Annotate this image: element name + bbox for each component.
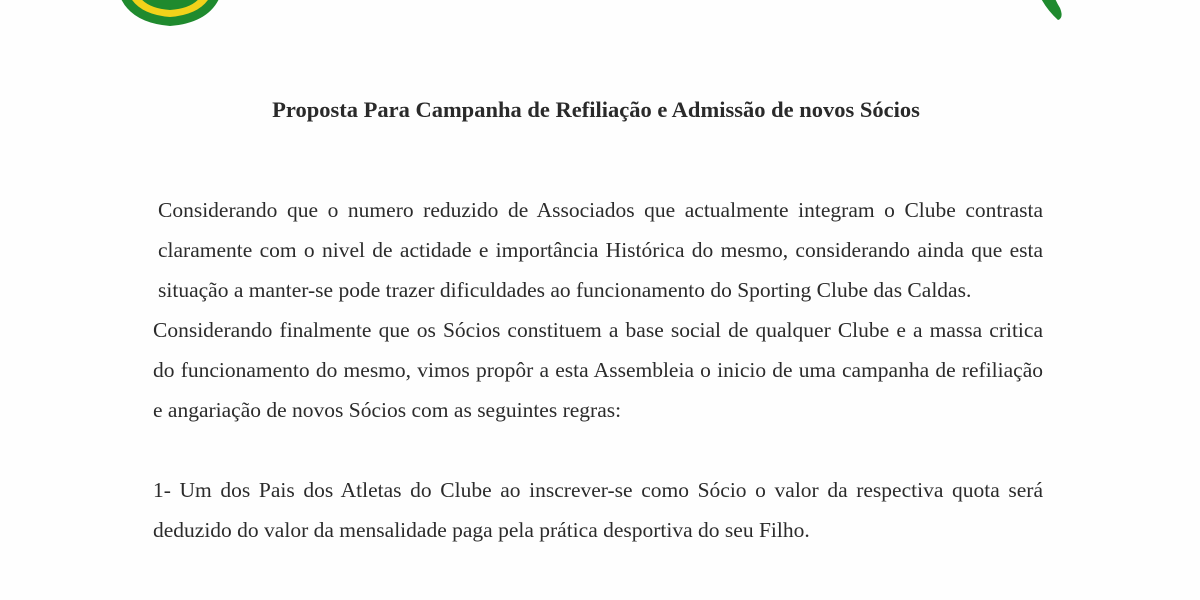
paragraph-1: Considerando que o numero reduzido de Associados que actualmente integram o Clube contrasta claramente com o nivel de actidade e importância Histórica do mesmo, considerando ainda que esta situação a manter-se pode trazer dificuldades ao funcionamento do Sporting Clube das Caldas.: [158, 198, 1043, 302]
club-crest-icon: [112, 0, 228, 30]
paragraph-3: 1- Um dos Pais dos Atletas do Clube ao inscrever-se como Sócio o valor da respectiva quota será deduzido do valor da mensalidade paga pela prática desportiva do seu Filho.: [153, 478, 1043, 542]
leaf-icon: [1028, 0, 1068, 22]
document-title: Proposta Para Campanha de Refiliação e Admissão de novos Sócios: [272, 97, 920, 122]
document-body: [153, 190, 1043, 550]
paragraph-2: Considerando finalmente que os Sócios constituem a base social de qualquer Clube e a massa critica do funcionamento do mesmo, vimos propôr a esta Assembleia o inicio de uma campanha de refiliação e angariação de novos Sócios com as seguintes regras:: [153, 318, 1043, 422]
